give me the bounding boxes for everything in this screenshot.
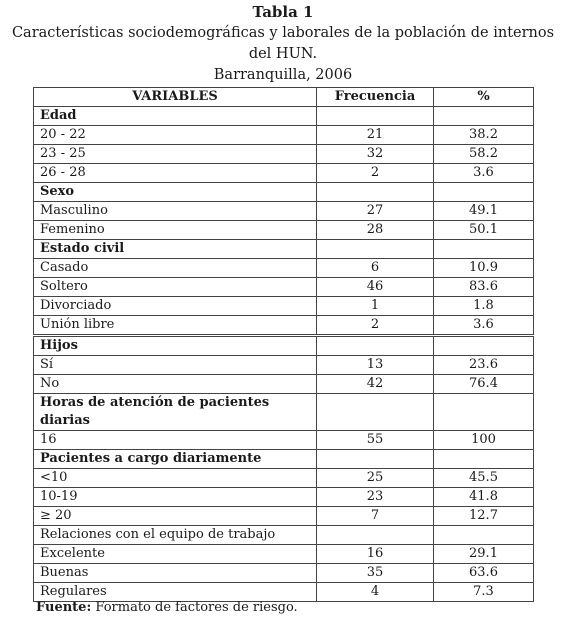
- percent-cell: 38.2: [434, 126, 534, 145]
- section-label: Hijos: [34, 336, 317, 356]
- section-label: Relaciones con el equipo de trabajo: [34, 526, 317, 545]
- section-row: [34, 336, 534, 356]
- section-row: [34, 183, 534, 202]
- percent-cell: 45.5: [434, 469, 534, 488]
- frequency-cell: 32: [317, 145, 434, 164]
- percent-cell: 49.1: [434, 202, 534, 221]
- percent-cell: [434, 107, 534, 126]
- section-label: Horas de atención de pacientes diarias: [34, 394, 317, 431]
- header-variables: VARIABLES: [34, 88, 317, 107]
- section-row: [34, 107, 534, 126]
- row-label: 16: [34, 431, 317, 450]
- section-row: [34, 450, 534, 469]
- percent-cell: 3.6: [434, 316, 534, 336]
- section-label: Estado civil: [34, 240, 317, 259]
- frequency-cell: 23: [317, 488, 434, 507]
- row-label: Sí: [34, 356, 317, 375]
- table-row: [34, 126, 534, 145]
- table-row: [34, 375, 534, 394]
- percent-cell: [434, 240, 534, 259]
- table-row: [34, 507, 534, 526]
- table-body: [34, 107, 534, 602]
- frequency-cell: [317, 526, 434, 545]
- percent-cell: 58.2: [434, 145, 534, 164]
- frequency-cell: 35: [317, 564, 434, 583]
- row-label: <10: [34, 469, 317, 488]
- frequency-cell: 7: [317, 507, 434, 526]
- table-row: [34, 259, 534, 278]
- percent-cell: [434, 526, 534, 545]
- percent-cell: 3.6: [434, 164, 534, 183]
- row-label: Casado: [34, 259, 317, 278]
- frequency-cell: 6: [317, 259, 434, 278]
- percent-cell: [434, 336, 534, 356]
- table-row: [34, 145, 534, 164]
- table-row: [34, 469, 534, 488]
- section-label: Edad: [34, 107, 317, 126]
- percent-cell: 1.8: [434, 297, 534, 316]
- frequency-cell: [317, 394, 434, 431]
- row-label: Femenino: [34, 221, 317, 240]
- source-text: Formato de factores de riesgo.: [95, 600, 298, 615]
- table-caption: [0, 2, 566, 86]
- frequency-cell: 4: [317, 583, 434, 602]
- row-label: Regulares: [34, 583, 317, 602]
- frequency-cell: 21: [317, 126, 434, 145]
- table-row: [34, 297, 534, 316]
- frequency-cell: [317, 107, 434, 126]
- row-label: ≥ 20: [34, 507, 317, 526]
- frequency-cell: 46: [317, 278, 434, 297]
- frequency-cell: 27: [317, 202, 434, 221]
- table-row: [34, 278, 534, 297]
- table-subtitle-line1: Características sociodemográficas y laborales de la población de internos del HUN.: [11, 25, 555, 62]
- source-label: Fuente:: [36, 600, 92, 615]
- frequency-cell: [317, 240, 434, 259]
- percent-cell: 12.7: [434, 507, 534, 526]
- table-row: [34, 488, 534, 507]
- frequency-cell: 13: [317, 356, 434, 375]
- table-row: [34, 316, 534, 336]
- frequency-cell: 55: [317, 431, 434, 450]
- table-source: [36, 600, 298, 615]
- frequency-cell: 2: [317, 164, 434, 183]
- row-label: No: [34, 375, 317, 394]
- section-row: [34, 240, 534, 259]
- frequency-cell: 1: [317, 297, 434, 316]
- row-label: 20 - 22: [34, 126, 317, 145]
- section-row: [34, 394, 534, 431]
- row-label: Masculino: [34, 202, 317, 221]
- percent-cell: [434, 183, 534, 202]
- row-label: 10-19: [34, 488, 317, 507]
- percent-cell: 63.6: [434, 564, 534, 583]
- row-label: Unión libre: [34, 316, 317, 336]
- data-table: [33, 87, 534, 602]
- percent-cell: 10.9: [434, 259, 534, 278]
- percent-cell: 29.1: [434, 545, 534, 564]
- frequency-cell: [317, 183, 434, 202]
- percent-cell: [434, 394, 534, 431]
- frequency-cell: 16: [317, 545, 434, 564]
- percent-cell: 83.6: [434, 278, 534, 297]
- table-title: Tabla 1: [252, 3, 314, 21]
- table-row: [34, 431, 534, 450]
- row-label: Buenas: [34, 564, 317, 583]
- table-row: [34, 202, 534, 221]
- percent-cell: 50.1: [434, 221, 534, 240]
- row-label: 23 - 25: [34, 145, 317, 164]
- row-label: Soltero: [34, 278, 317, 297]
- frequency-cell: 42: [317, 375, 434, 394]
- percent-cell: 76.4: [434, 375, 534, 394]
- header-frecuencia: Frecuencia: [317, 88, 434, 107]
- frequency-cell: [317, 336, 434, 356]
- header-percent: %: [434, 88, 534, 107]
- table-row: [34, 221, 534, 240]
- table-row: [34, 545, 534, 564]
- percent-cell: [434, 450, 534, 469]
- percent-cell: 7.3: [434, 583, 534, 602]
- percent-cell: 23.6: [434, 356, 534, 375]
- table-row: [34, 564, 534, 583]
- section-label: Sexo: [34, 183, 317, 202]
- row-label: Divorciado: [34, 297, 317, 316]
- table-row: [34, 164, 534, 183]
- table-header-row: [34, 88, 534, 107]
- table-subtitle-line2: Barranquilla, 2006: [213, 67, 353, 83]
- frequency-cell: 2: [317, 316, 434, 336]
- section-row: [34, 526, 534, 545]
- frequency-cell: [317, 450, 434, 469]
- frequency-cell: 25: [317, 469, 434, 488]
- frequency-cell: 28: [317, 221, 434, 240]
- percent-cell: 41.8: [434, 488, 534, 507]
- row-label: 26 - 28: [34, 164, 317, 183]
- table-row: [34, 583, 534, 602]
- percent-cell: 100: [434, 431, 534, 450]
- table-row: [34, 356, 534, 375]
- row-label: Excelente: [34, 545, 317, 564]
- section-label: Pacientes a cargo diariamente: [34, 450, 317, 469]
